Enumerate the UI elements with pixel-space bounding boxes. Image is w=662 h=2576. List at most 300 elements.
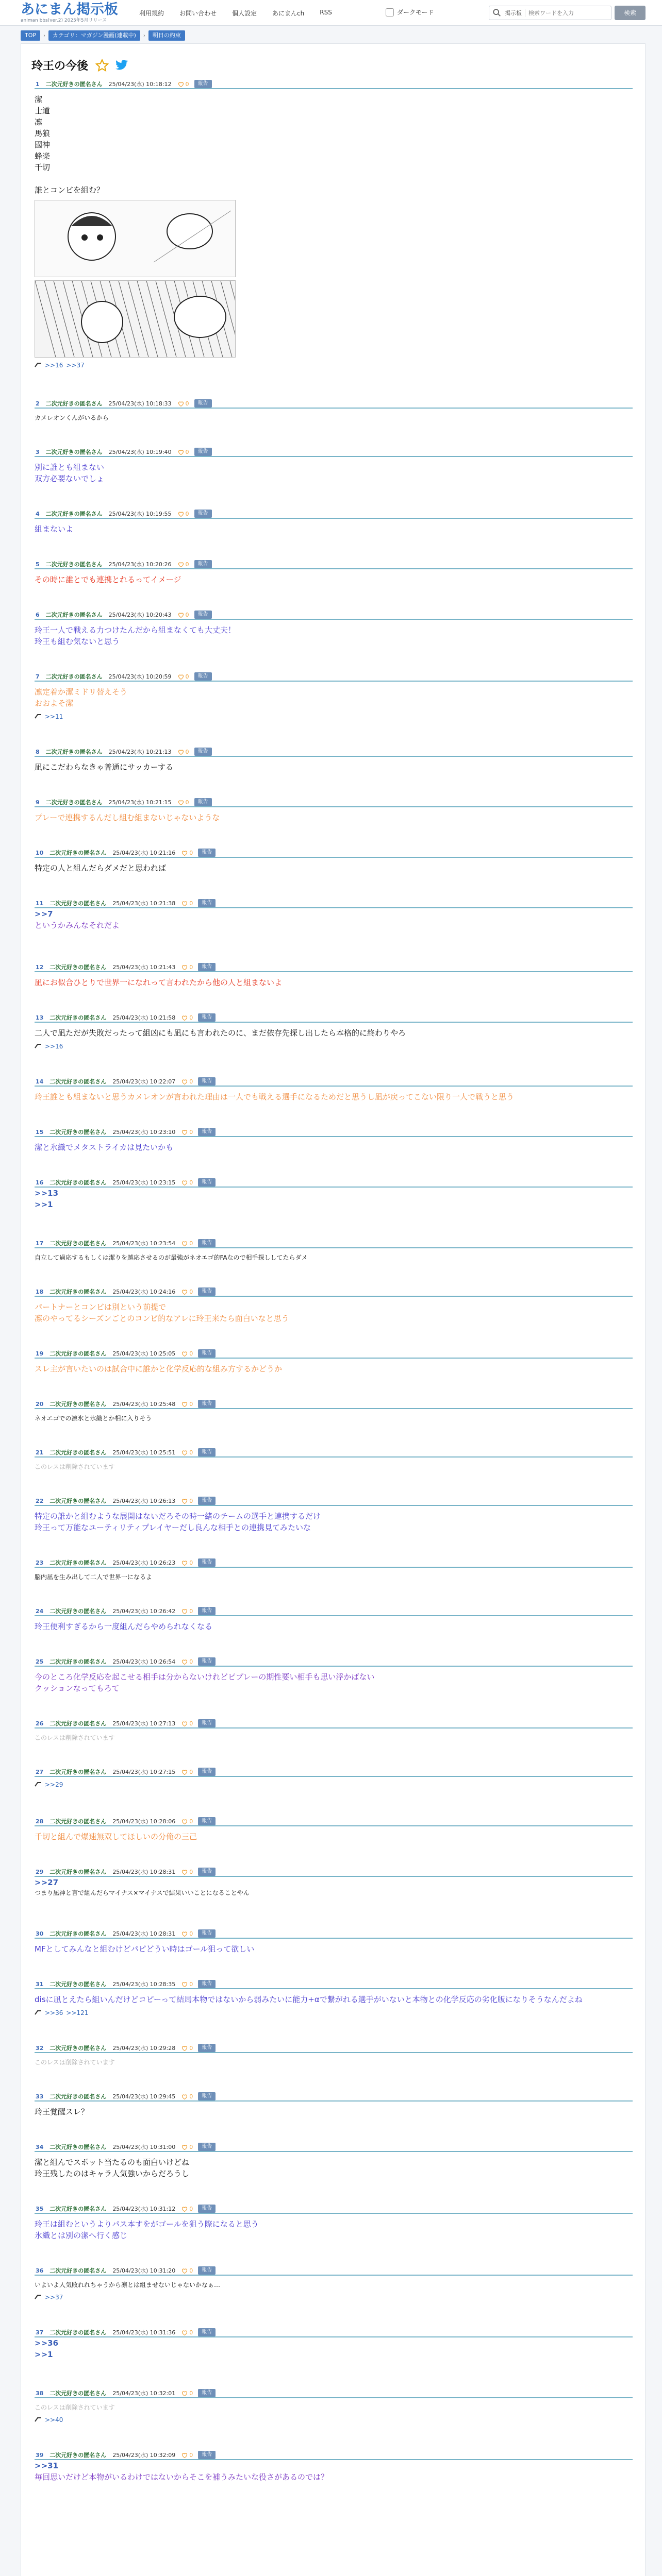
- chevron-right-icon: ›: [43, 32, 46, 39]
- reply-arrow-icon: [35, 1781, 42, 1788]
- reply-link[interactable]: >>16: [45, 1043, 63, 1050]
- report-button[interactable]: 報告: [198, 1178, 216, 1187]
- post-number[interactable]: 37: [36, 2329, 44, 2336]
- report-button[interactable]: 報告: [198, 2451, 216, 2459]
- post-number[interactable]: 6: [36, 611, 40, 618]
- post-date: 25/04/23(水) 10:29:45: [112, 2093, 176, 2100]
- poster-name: 二次元好きの匿名さん: [49, 1129, 107, 1136]
- post-date: 25/04/23(水) 10:28:31: [112, 1930, 176, 1937]
- heart-icon: [181, 1981, 188, 1987]
- post-header: [35, 1817, 633, 1826]
- like-count: 0: [185, 561, 189, 568]
- report-button[interactable]: 報告: [194, 611, 212, 619]
- post-number[interactable]: 34: [36, 2143, 44, 2150]
- post-header: [35, 2092, 633, 2102]
- like-button[interactable]: [181, 1401, 193, 1408]
- like-count: 0: [189, 1179, 193, 1186]
- report-button[interactable]: 報告: [198, 1287, 216, 1296]
- report-button[interactable]: 報告: [198, 2205, 216, 2213]
- post-number[interactable]: 30: [36, 1930, 44, 1937]
- like-count: 0: [189, 1980, 193, 1988]
- post-2: [35, 399, 633, 422]
- post-number[interactable]: 28: [36, 1818, 44, 1825]
- like-button[interactable]: [181, 1560, 193, 1566]
- post-body: 潔と氷織でメタストライカは見たいかも: [35, 1143, 174, 1152]
- like-count: 0: [189, 1014, 193, 1021]
- like-count: 0: [189, 1128, 193, 1136]
- search-input[interactable]: [525, 10, 592, 16]
- logo-text: あにまん掲示板: [21, 2, 118, 18]
- post-header: [35, 2266, 633, 2276]
- manga-image-icon: [35, 281, 235, 357]
- post-body: 玲王覚醒スレ？: [35, 2107, 89, 2116]
- reply-links: [35, 362, 633, 369]
- heart-icon: [181, 850, 188, 856]
- post-header: [35, 1239, 633, 1248]
- post-date: 25/04/23(水) 10:31:12: [112, 2206, 176, 2212]
- like-count: 0: [189, 963, 193, 971]
- post-4: [35, 510, 633, 535]
- report-button[interactable]: 報告: [194, 448, 212, 456]
- post-body: 組まないよ: [35, 524, 74, 534]
- like-button[interactable]: [181, 1818, 193, 1825]
- post-body: 凪にお似合ひとりで世界一になれって言われたから他の人と組まないよ: [35, 978, 283, 987]
- poster-name: 二次元好きの匿名さん: [49, 2329, 107, 2336]
- report-button[interactable]: 報告: [194, 560, 212, 568]
- post-body: 毎回思いだけど本物がいるわけではないからそこを補うみたいな役さがあるのでは？: [35, 2472, 329, 2482]
- poster-name: 二次元好きの匿名さん: [45, 81, 103, 88]
- nav-settings[interactable]: 個人設定: [232, 10, 257, 17]
- like-button[interactable]: [178, 511, 189, 517]
- report-button[interactable]: 報告: [198, 1013, 216, 1022]
- post-header: [35, 2205, 633, 2214]
- like-button[interactable]: [181, 900, 193, 907]
- post-date: 25/04/23(水) 10:21:15: [108, 799, 172, 806]
- post-number[interactable]: 31: [36, 1980, 44, 1988]
- post-number[interactable]: 14: [36, 1078, 44, 1085]
- post-date: 25/04/23(水) 10:23:10: [112, 1129, 176, 1136]
- post-number[interactable]: 8: [36, 748, 40, 755]
- report-button[interactable]: 報告: [194, 399, 212, 408]
- reply-anchor-link[interactable]: >>36: [35, 2338, 59, 2348]
- post-number[interactable]: 1: [36, 80, 40, 88]
- report-button[interactable]: 報告: [198, 1607, 216, 1615]
- reply-anchor-link[interactable]: >>27: [35, 1878, 59, 1887]
- heart-icon: [181, 1659, 188, 1665]
- heart-icon: [181, 964, 188, 970]
- poster-name: 二次元好きの匿名さん: [49, 1350, 107, 1357]
- post-date: 25/04/23(水) 10:20:59: [108, 673, 172, 680]
- like-button[interactable]: [181, 1129, 193, 1136]
- post-number[interactable]: 22: [36, 1497, 44, 1504]
- nav-terms[interactable]: 利用規約: [139, 10, 164, 17]
- like-button[interactable]: [181, 964, 193, 971]
- chevron-right-icon: ›: [143, 32, 145, 39]
- post-body: 別に誰とも組まない 双方必要ないでしょ: [35, 463, 105, 483]
- report-button[interactable]: 報告: [198, 2143, 216, 2151]
- post-23: [35, 1558, 633, 1582]
- post-number[interactable]: 38: [36, 2389, 44, 2397]
- report-button[interactable]: 報告: [198, 1817, 216, 1825]
- post-18: [35, 1287, 633, 1324]
- post-number[interactable]: 20: [36, 1400, 44, 1408]
- reply-link[interactable]: >>121: [66, 2009, 89, 2016]
- post-date: 25/04/23(水) 10:18:12: [108, 81, 172, 88]
- report-button[interactable]: 報告: [194, 672, 212, 681]
- like-count: 0: [189, 900, 193, 907]
- poster-name: 二次元好きの匿名さん: [49, 1720, 107, 1727]
- post-number[interactable]: 19: [36, 1350, 44, 1357]
- heart-icon: [178, 800, 184, 805]
- report-button[interactable]: 報告: [198, 2092, 216, 2100]
- post-number[interactable]: 3: [36, 448, 40, 455]
- like-button[interactable]: [181, 1014, 193, 1021]
- reply-link[interactable]: >>37: [45, 2294, 63, 2301]
- post-number[interactable]: 36: [36, 2267, 44, 2274]
- post-date: 25/04/23(水) 10:21:38: [112, 900, 176, 907]
- post-header: [35, 1607, 633, 1616]
- darkmode-toggle[interactable]: [386, 8, 434, 16]
- poster-name: 二次元好きの匿名さん: [49, 1869, 107, 1875]
- post-33: [35, 2092, 633, 2117]
- site-logo[interactable]: [21, 2, 118, 24]
- post-30: [35, 1929, 633, 1955]
- heart-icon: [181, 1241, 188, 1246]
- heart-icon: [181, 1819, 188, 1824]
- like-button[interactable]: [181, 1350, 193, 1357]
- reply-anchor-link[interactable]: >>13: [35, 1189, 59, 1198]
- poster-name: 二次元好きの匿名さん: [49, 1449, 107, 1456]
- like-button[interactable]: [178, 561, 189, 568]
- report-button[interactable]: 報告: [198, 1128, 216, 1136]
- report-button[interactable]: 報告: [198, 963, 216, 971]
- favorite-star-icon[interactable]: [95, 59, 109, 72]
- report-button[interactable]: 報告: [194, 798, 212, 806]
- like-button[interactable]: [181, 1869, 193, 1875]
- post-21: [35, 1448, 633, 1471]
- post-1: [35, 80, 633, 369]
- post-16: [35, 1178, 633, 1210]
- reply-anchor-link[interactable]: >>31: [35, 2461, 59, 2470]
- thread-titlebar: [31, 57, 128, 73]
- report-button[interactable]: 報告: [198, 1719, 216, 1727]
- post-header: [35, 1287, 633, 1297]
- like-button[interactable]: [181, 1179, 193, 1186]
- poster-name: 二次元好きの匿名さん: [49, 1078, 107, 1085]
- post-6: [35, 611, 633, 647]
- thread-main: [21, 43, 646, 2576]
- reply-links: [35, 1781, 633, 1788]
- nav-contact[interactable]: お問い合わせ: [179, 10, 217, 17]
- post-11: [35, 899, 633, 931]
- like-button[interactable]: [178, 799, 189, 806]
- poster-name: 二次元好きの匿名さん: [49, 1498, 107, 1504]
- site-header: [0, 0, 662, 26]
- heart-icon: [181, 2452, 188, 2458]
- like-button[interactable]: [181, 1240, 193, 1247]
- post-header: [35, 1768, 633, 1777]
- post-8: [35, 748, 633, 773]
- post-header: [35, 2328, 633, 2337]
- post-body: 特定の誰かと組むような展開はないだろその時一緒のチームの選手と連携するだけ 玲王って万能なユーティリティプレイヤーだし良んな相手との連携見てみたいな: [35, 1512, 321, 1532]
- post-number[interactable]: 10: [36, 849, 44, 856]
- like-button[interactable]: [181, 2390, 193, 2397]
- post-number[interactable]: 5: [36, 561, 40, 568]
- heart-icon: [181, 1015, 188, 1021]
- poster-name: 二次元好きの匿名さん: [49, 2093, 107, 2100]
- report-button[interactable]: 報告: [198, 2266, 216, 2275]
- heart-icon: [178, 674, 184, 680]
- like-count: 0: [189, 1768, 193, 1775]
- heart-icon: [178, 449, 184, 455]
- report-button[interactable]: 報告: [198, 1497, 216, 1505]
- like-button[interactable]: [181, 2329, 193, 2336]
- heart-icon: [181, 1769, 188, 1775]
- reply-anchor-link[interactable]: >>7: [35, 909, 53, 919]
- post-header: [35, 399, 633, 409]
- twitter-share-icon[interactable]: [115, 60, 128, 71]
- reply-arrow-icon: [35, 2416, 42, 2424]
- post-number[interactable]: 33: [36, 2093, 44, 2100]
- like-button[interactable]: [181, 1608, 193, 1615]
- post-number[interactable]: 18: [36, 1288, 44, 1295]
- nav-animanch[interactable]: あにまんch: [272, 10, 305, 17]
- post-number[interactable]: 13: [36, 1014, 44, 1021]
- reply-arrow-icon: [35, 713, 42, 720]
- reply-link[interactable]: >>36: [45, 2009, 63, 2016]
- post-header: [35, 1980, 633, 1989]
- post-number[interactable]: 25: [36, 1658, 44, 1665]
- post-3: [35, 448, 633, 484]
- like-button[interactable]: [181, 850, 193, 856]
- post-date: 25/04/23(水) 10:23:15: [112, 1179, 176, 1186]
- heart-icon: [181, 1608, 188, 1614]
- like-button[interactable]: [181, 2144, 193, 2150]
- breadcrumb-top[interactable]: TOP: [21, 30, 40, 41]
- report-button[interactable]: 報告: [194, 748, 212, 756]
- heart-icon: [181, 901, 188, 906]
- breadcrumb-category[interactable]: カテゴリ：マガジン漫画(連載中): [48, 30, 140, 41]
- post-body: その時に誰とでも連携とれるってイメージ: [35, 575, 181, 584]
- report-button[interactable]: 報告: [198, 899, 216, 907]
- post-number[interactable]: 11: [36, 900, 44, 907]
- thread-title: 玲王の今後: [31, 60, 89, 73]
- post-number[interactable]: 17: [36, 1240, 44, 1247]
- post-header: [35, 448, 633, 457]
- report-button[interactable]: 報告: [194, 80, 212, 88]
- reply-anchor-link[interactable]: >>1: [35, 2350, 53, 2359]
- post-number[interactable]: 16: [36, 1179, 44, 1186]
- like-count: 0: [189, 2267, 193, 2274]
- like-button[interactable]: [178, 400, 189, 407]
- report-button[interactable]: 報告: [198, 1239, 216, 1247]
- reply-links: [35, 2009, 633, 2016]
- like-button[interactable]: [181, 1289, 193, 1295]
- like-button[interactable]: [181, 1449, 193, 1456]
- like-button[interactable]: [181, 1720, 193, 1727]
- post-number[interactable]: 15: [36, 1128, 44, 1136]
- post-number[interactable]: 4: [36, 510, 40, 517]
- like-button[interactable]: [178, 749, 189, 755]
- reply-link[interactable]: >>16: [45, 362, 63, 369]
- poster-name: 二次元好きの匿名さん: [49, 1608, 107, 1615]
- like-count: 0: [185, 673, 189, 680]
- like-button[interactable]: [181, 1981, 193, 1988]
- like-button[interactable]: [181, 1078, 193, 1085]
- report-button[interactable]: 報告: [198, 1929, 216, 1938]
- like-button[interactable]: [181, 2206, 193, 2212]
- like-count: 0: [189, 2044, 193, 2052]
- search-icon: [492, 8, 502, 18]
- post-date: 25/04/23(水) 10:25:51: [112, 1449, 176, 1456]
- post-number[interactable]: 32: [36, 2044, 44, 2052]
- nav-rss[interactable]: RSS: [320, 9, 332, 16]
- like-count: 0: [189, 1350, 193, 1357]
- like-button[interactable]: [181, 1658, 193, 1665]
- report-button[interactable]: 報告: [198, 1868, 216, 1876]
- post-header: [35, 1497, 633, 1506]
- post-header: [35, 1868, 633, 1877]
- reply-arrow-icon: [35, 2294, 42, 2301]
- poster-name: 二次元好きの匿名さん: [45, 749, 103, 755]
- heart-icon: [181, 2391, 188, 2396]
- darkmode-checkbox[interactable]: [386, 8, 394, 16]
- post-number[interactable]: 12: [36, 963, 44, 971]
- heart-icon: [181, 2268, 188, 2274]
- post-body: 千切と組んで爆速無双してほしいの分俺の三己: [35, 1832, 197, 1841]
- report-button[interactable]: 報告: [198, 2044, 216, 2052]
- like-button[interactable]: [181, 1498, 193, 1504]
- poster-name: 二次元好きの匿名さん: [45, 561, 103, 568]
- poster-name: 二次元好きの匿名さん: [49, 1014, 107, 1021]
- like-count: 0: [189, 1497, 193, 1504]
- post-number[interactable]: 29: [36, 1868, 44, 1875]
- like-count: 0: [185, 400, 189, 407]
- report-button[interactable]: 報告: [194, 510, 212, 518]
- heart-icon: [181, 2045, 188, 2051]
- poster-name: 二次元好きの匿名さん: [49, 850, 107, 856]
- post-number[interactable]: 23: [36, 1559, 44, 1566]
- poster-name: 二次元好きの匿名さん: [49, 2390, 107, 2397]
- report-button[interactable]: 報告: [198, 1077, 216, 1086]
- post-date: 25/04/23(水) 10:26:42: [112, 1608, 176, 1615]
- reply-link[interactable]: >>29: [45, 1781, 63, 1788]
- poster-name: 二次元好きの匿名さん: [45, 612, 103, 618]
- post-date: 25/04/23(水) 10:19:55: [108, 511, 172, 517]
- post-body: このレスは削除されています: [35, 1463, 115, 1470]
- like-button[interactable]: [178, 81, 189, 88]
- post-date: 25/04/23(水) 10:20:26: [108, 561, 172, 568]
- search-button[interactable]: 検索: [615, 6, 646, 20]
- post-7: [35, 672, 633, 720]
- post-9: [35, 798, 633, 823]
- like-button[interactable]: [178, 673, 189, 680]
- like-button[interactable]: [181, 1930, 193, 1937]
- report-button[interactable]: 報告: [198, 849, 216, 857]
- heart-icon: [181, 2330, 188, 2335]
- post-header: [35, 1349, 633, 1359]
- report-button[interactable]: 報告: [198, 1349, 216, 1358]
- search-scope-select[interactable]: 掲示板: [505, 9, 525, 17]
- like-count: 0: [189, 2205, 193, 2212]
- report-button[interactable]: 報告: [198, 1558, 216, 1567]
- search-box: [489, 6, 611, 20]
- post-24: [35, 1607, 633, 1632]
- post-25: [35, 1657, 633, 1694]
- poster-name: 二次元好きの匿名さん: [45, 511, 103, 517]
- post-date: 25/04/23(水) 10:25:48: [112, 1401, 176, 1408]
- poster-name: 二次元好きの匿名さん: [49, 1818, 107, 1825]
- report-button[interactable]: 報告: [198, 1400, 216, 1408]
- post-number[interactable]: 39: [36, 2451, 44, 2459]
- post-number[interactable]: 35: [36, 2205, 44, 2212]
- poster-name: 二次元好きの匿名さん: [49, 2144, 107, 2150]
- like-button[interactable]: [181, 2045, 193, 2052]
- post-date: 25/04/23(水) 10:31:20: [112, 2267, 176, 2274]
- post-body: このレスは削除されています: [35, 2059, 115, 2066]
- like-count: 0: [185, 510, 189, 517]
- post-date: 25/04/23(水) 10:28:31: [112, 1869, 176, 1875]
- post-date: 25/04/23(水) 10:26:54: [112, 1658, 176, 1665]
- reply-links: [35, 2416, 633, 2424]
- heart-icon: [181, 1351, 188, 1357]
- like-count: 0: [189, 2143, 193, 2150]
- post-number[interactable]: 9: [36, 799, 40, 806]
- like-count: 0: [189, 849, 193, 856]
- poster-name: 二次元好きの匿名さん: [49, 1289, 107, 1295]
- post-header: [35, 2389, 633, 2398]
- post-date: 25/04/23(水) 10:25:05: [112, 1350, 176, 1357]
- reply-link[interactable]: >>40: [45, 2416, 63, 2424]
- breadcrumb-board[interactable]: 明日の約束: [148, 30, 185, 41]
- report-button[interactable]: 報告: [198, 2389, 216, 2397]
- reply-link[interactable]: >>11: [45, 713, 63, 720]
- like-button[interactable]: [181, 2093, 193, 2100]
- post-header: [35, 1128, 633, 1137]
- like-button[interactable]: [181, 2267, 193, 2274]
- post-date: 25/04/23(水) 10:21:43: [112, 964, 176, 971]
- like-button[interactable]: [178, 612, 189, 618]
- post-number[interactable]: 24: [36, 1607, 44, 1615]
- reply-link[interactable]: >>37: [66, 362, 85, 369]
- like-button[interactable]: [181, 1769, 193, 1775]
- post-number[interactable]: 26: [36, 1720, 44, 1727]
- report-button[interactable]: 報告: [198, 1448, 216, 1456]
- report-button[interactable]: 報告: [198, 2328, 216, 2336]
- report-button[interactable]: 報告: [198, 1768, 216, 1776]
- post-date: 25/04/23(水) 10:32:01: [112, 2390, 176, 2397]
- like-count: 0: [189, 1658, 193, 1665]
- like-button[interactable]: [178, 449, 189, 455]
- poster-name: 二次元好きの匿名さん: [49, 964, 107, 971]
- post-number[interactable]: 21: [36, 1449, 44, 1456]
- post-body: このレスは削除されています: [35, 2404, 115, 2411]
- post-body: 玲王誰とも組まないと思うカメレオンが言われた理由は一人でも戦える選手になるためだと思うし凪が戻ってこない限り一人で戦うと思う: [35, 1092, 515, 1101]
- post-number[interactable]: 7: [36, 673, 40, 680]
- post-number[interactable]: 2: [36, 400, 40, 407]
- post-31: [35, 1980, 633, 2016]
- post-20: [35, 1400, 633, 1423]
- report-button[interactable]: 報告: [198, 1657, 216, 1666]
- post-body: disに凪とえたら組いんだけどコピーって結局本物ではないから弱みたいに能力+αで繋がれる選手がいないと本物との化学反応の劣化版になりそうなんだよね: [35, 1995, 583, 2004]
- breadcrumb: [21, 30, 188, 41]
- report-button[interactable]: 報告: [198, 1980, 216, 1988]
- like-button[interactable]: [181, 2452, 193, 2459]
- heart-icon: [178, 612, 184, 618]
- post-number[interactable]: 27: [36, 1768, 44, 1775]
- poster-name: 二次元好きの匿名さん: [45, 673, 103, 680]
- reply-anchor-link[interactable]: >>1: [35, 1200, 53, 1209]
